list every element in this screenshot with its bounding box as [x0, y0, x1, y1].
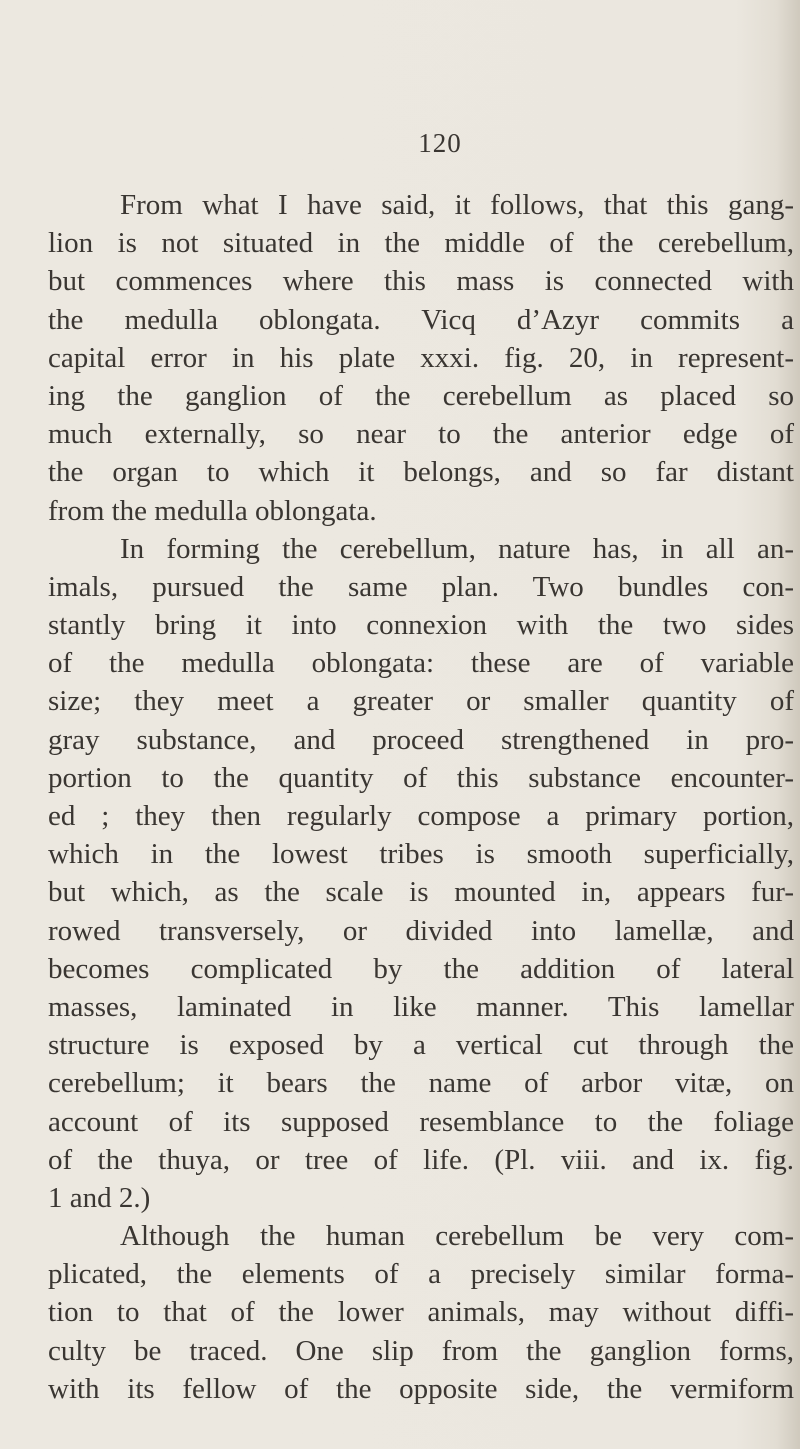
text-line: lion is not situated in the middle of the cerebellum,	[48, 227, 794, 260]
text-line: masses, laminated in like manner. This lamellar	[48, 990, 794, 1023]
text-line: structure is exposed by a vertical cut through the	[48, 1029, 794, 1062]
text-line: with its fellow of the opposite side, the vermiform	[48, 1372, 794, 1405]
text-line: Although the human cerebellum be very com-	[120, 1220, 794, 1253]
body-text	[48, 186, 794, 1408]
text-line: stantly bring it into connexion with the two sides	[48, 609, 794, 642]
text-line: account of its supposed resemblance to the foliage	[48, 1105, 794, 1138]
text-line: In forming the cerebellum, nature has, in all an-	[120, 532, 794, 565]
text-line: but which, as the scale is mounted in, appears fur-	[48, 876, 794, 909]
text-line: much externally, so near to the anterior edge of	[48, 418, 794, 451]
text-line: but commences where this mass is connected with	[48, 265, 794, 298]
text-line: rowed transversely, or divided into lamellæ, and	[48, 914, 794, 947]
text-line: ed ; they then regularly compose a primary portion,	[48, 800, 794, 832]
text-line: of the thuya, or tree of life. (Pl. viii. and ix. fig.	[48, 1143, 794, 1176]
text-line: 1 and 2.)	[48, 1181, 151, 1214]
text-line: ing the ganglion of the cerebellum as placed so	[48, 379, 794, 412]
text-line: the organ to which it belongs, and so far distant	[48, 456, 794, 489]
text-line: From what I have said, it follows, that this gang-	[120, 189, 794, 221]
text-line: tion to that of the lower animals, may without diffi-	[48, 1296, 794, 1329]
text-line: becomes complicated by the addition of lateral	[48, 952, 794, 985]
page-number: 120	[418, 128, 462, 158]
text-line: size; they meet a greater or smaller quantity of	[48, 685, 794, 718]
text-line: gray substance, and proceed strengthened in pro-	[48, 723, 794, 756]
text-line: imals, pursued the same plan. Two bundles con-	[48, 570, 794, 603]
text-line: plicated, the elements of a precisely similar forma-	[48, 1258, 794, 1291]
text-line: portion to the quantity of this substance encounter-	[48, 761, 794, 794]
text-line: capital error in his plate xxxi. fig. 20, in represent-	[48, 341, 794, 374]
text-line: of the medulla oblongata: these are of variable	[48, 647, 794, 680]
text-line: the medulla oblongata. Vicq d’Azyr commits a	[48, 303, 794, 336]
text-line: cerebellum; it bears the name of arbor vitæ, on	[48, 1067, 794, 1100]
text-line: which in the lowest tribes is smooth superficially,	[48, 838, 794, 871]
text-line: culty be traced. One slip from the ganglion forms,	[48, 1334, 794, 1367]
text-line: from the medulla oblongata.	[48, 494, 377, 527]
